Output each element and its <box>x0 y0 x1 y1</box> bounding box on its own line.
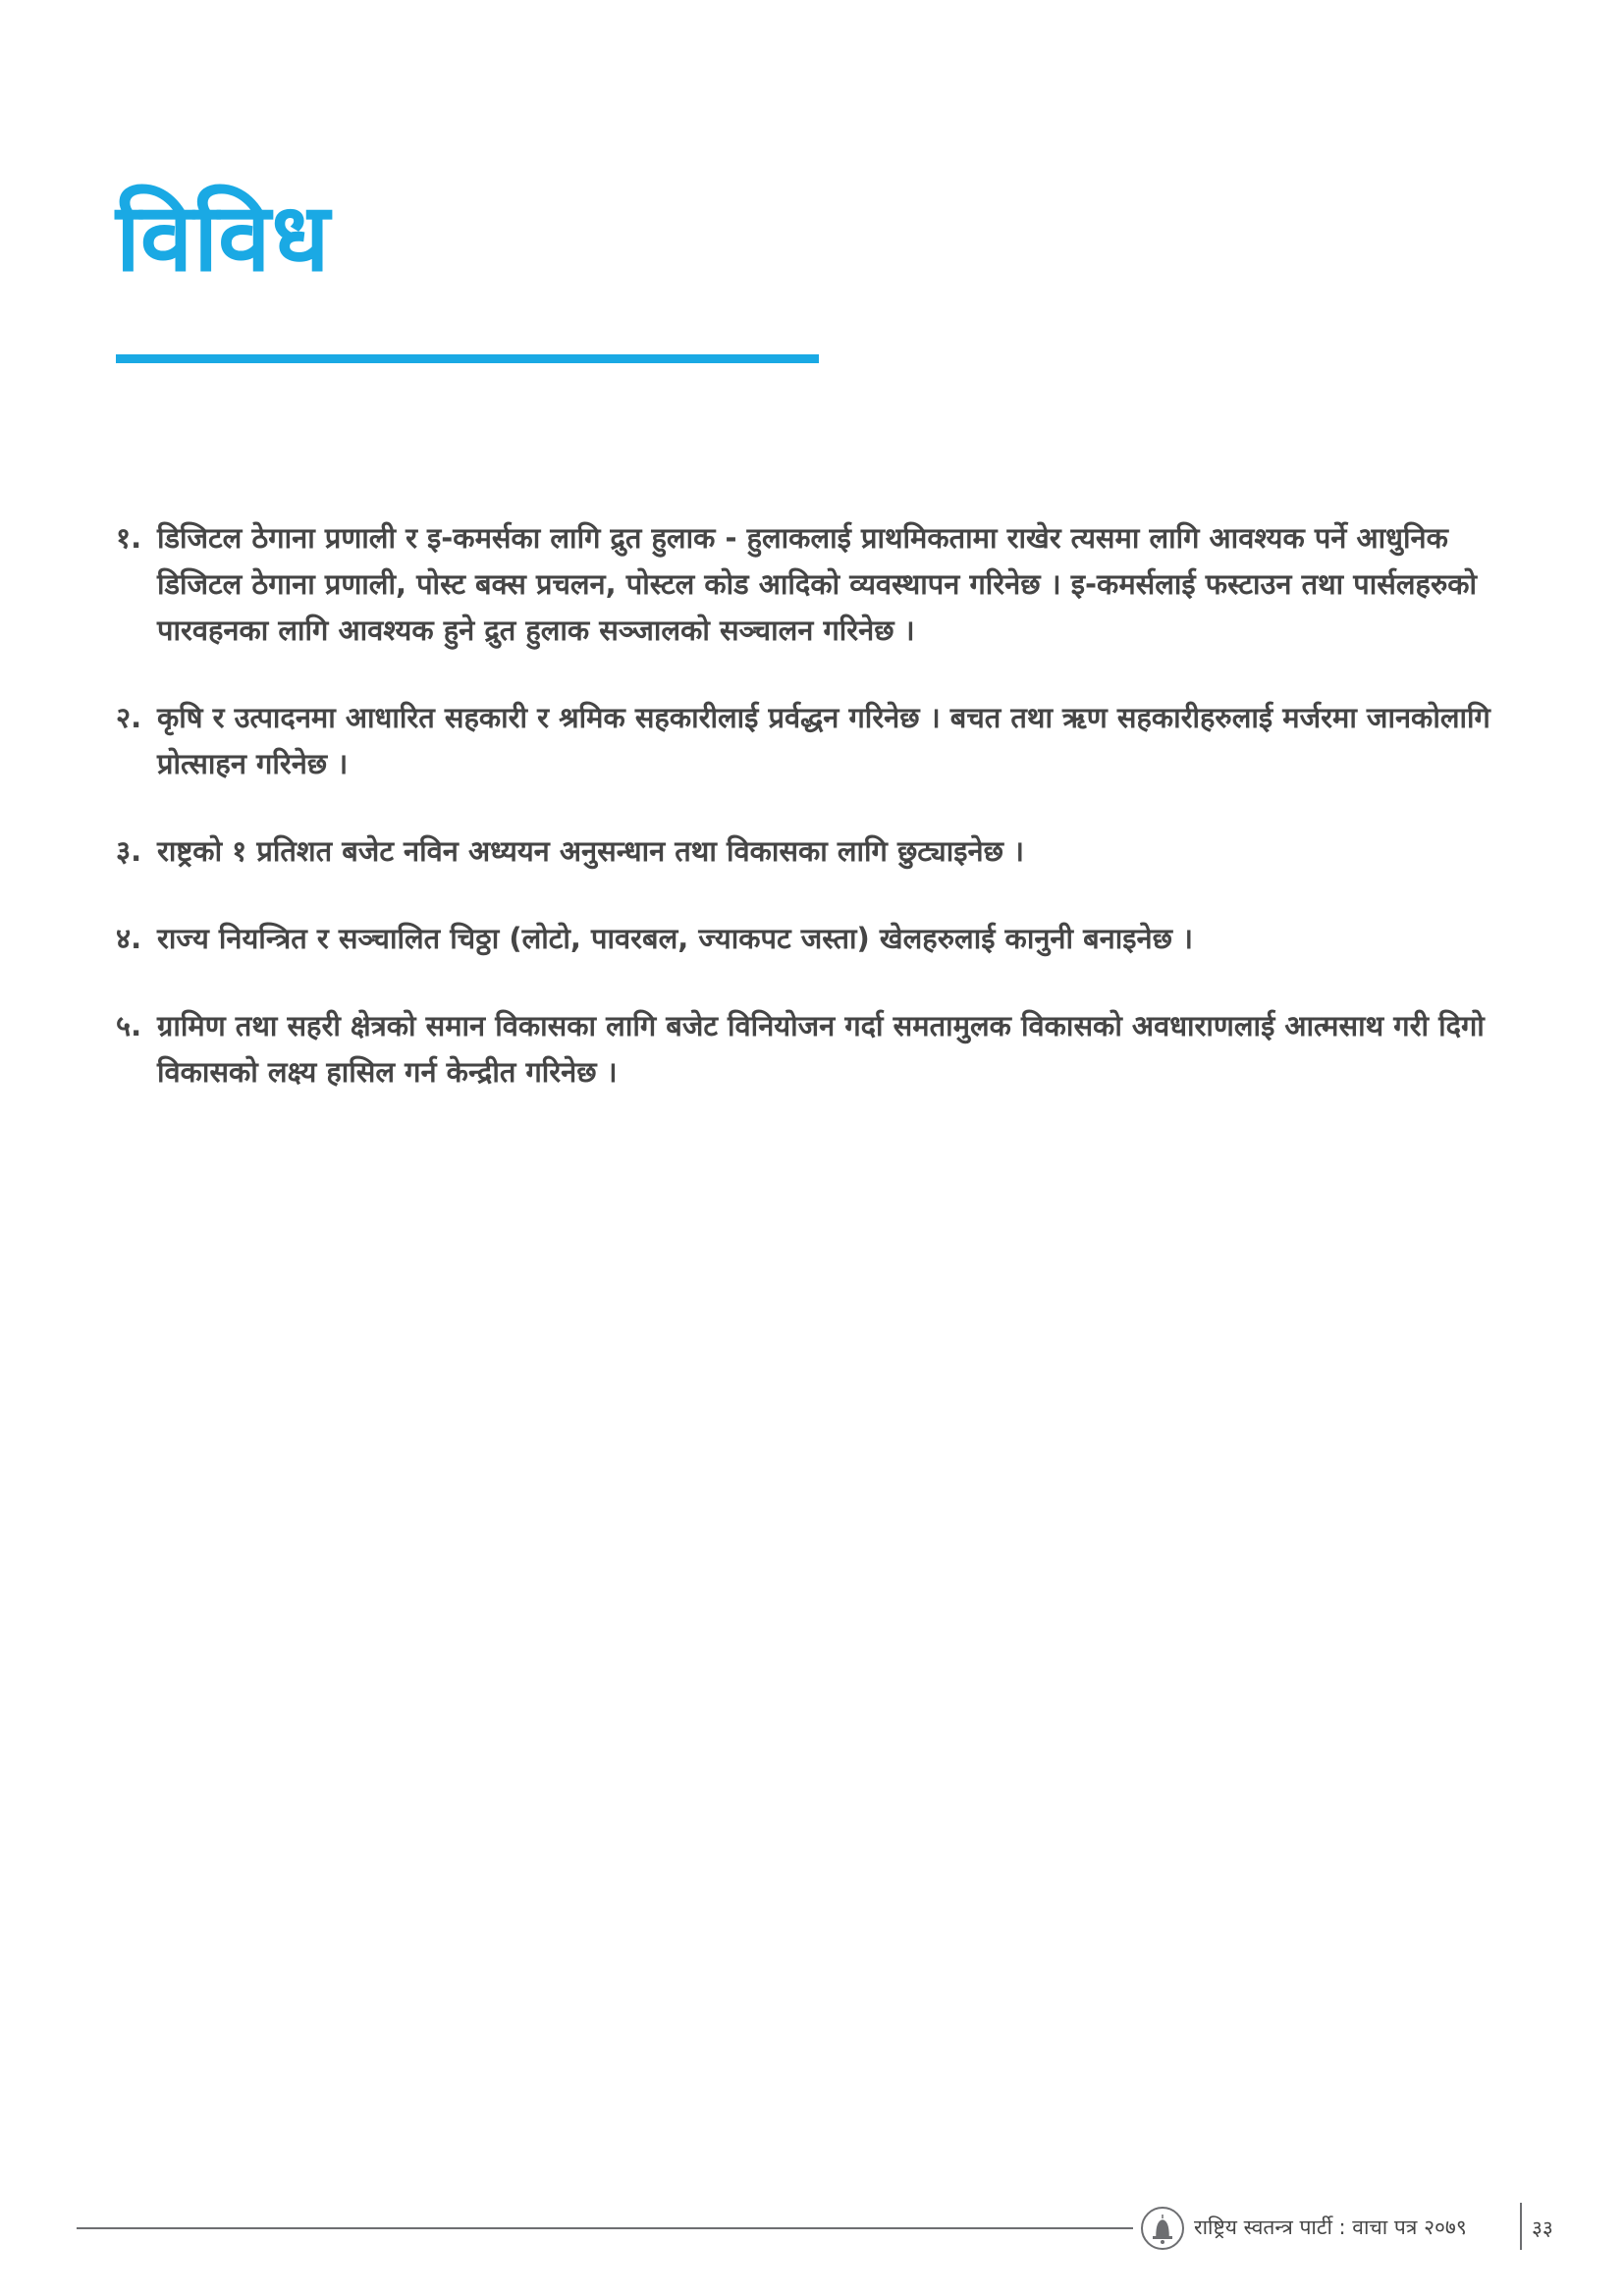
item-list <box>116 515 1530 1137</box>
list-item <box>116 916 1530 962</box>
page-number: ३३ <box>1532 2216 1553 2240</box>
footer-document-title: राष्ट्रिय स्वतन्त्र पार्टी : वाचा पत्र २०७९ <box>1194 2216 1467 2239</box>
item-number: ३. <box>116 834 142 868</box>
item-text: ग्रामिण तथा सहरी क्षेत्रको समान विकासका लागि बजेट विनियोजन गर्दा समतामुलक विकासको अवधाराणलाई आत्मसाथ गरी दिगो विकासको लक्ष्य हासिल गर्न केन्द्रीत गरिनेछ । <box>157 1009 1485 1089</box>
item-text: राज्य नियन्त्रित र सञ्चालित चिठ्ठा (लोटो, पावरबल, ज्याकपट जस्ता) खेलहरुलाई कानुनी बनाइनेछ । <box>157 922 1194 955</box>
item-text: राष्ट्रको १ प्रतिशत बजेट नविन अध्ययन अनुसन्धान तथा विकासका लागि छुट्याइनेछ । <box>157 834 1024 868</box>
page-title: विविध <box>116 183 331 293</box>
item-number: २. <box>116 701 142 734</box>
list-item <box>116 1003 1530 1095</box>
item-number: ५. <box>116 1009 142 1042</box>
item-text: डिजिटल ठेगाना प्रणाली र इ-कमर्सका लागि द्रुत हुलाक - हुलाकलाई प्राथमिकतामा राखेर त्यसमा लागि आवश्यक पर्ने आधुनिक डिजिटल ठेगाना प्रणाली, पोस्ट बक्स प्रचलन, पोस्टल कोड आदिको व्यवस्थापन गरिनेछ । इ-कमर्सलाई फस्टाउन तथा पार्सलहरुको पारवहनका लागि आवश्यक हुने द्रुत हुलाक सञ्जालको सञ्चालन गरिनेछ । <box>157 521 1478 647</box>
list-item <box>116 695 1530 787</box>
footer-separator <box>1520 2203 1522 2250</box>
title-underline <box>116 354 819 363</box>
item-number: १. <box>116 521 142 555</box>
bell-emblem-icon <box>1140 2206 1185 2251</box>
footer-rule <box>77 2227 1133 2229</box>
item-text: कृषि र उत्पादनमा आधारित सहकारी र श्रमिक सहकारीलाई प्रर्वद्धन गरिनेछ । बचत तथा ऋण सहकारीहरुलाई मर्जरमा जानकोलागि प्रोत्साहन गरिनेछ । <box>157 701 1490 780</box>
list-item <box>116 515 1530 654</box>
item-number: ४. <box>116 922 142 955</box>
list-item <box>116 828 1530 875</box>
